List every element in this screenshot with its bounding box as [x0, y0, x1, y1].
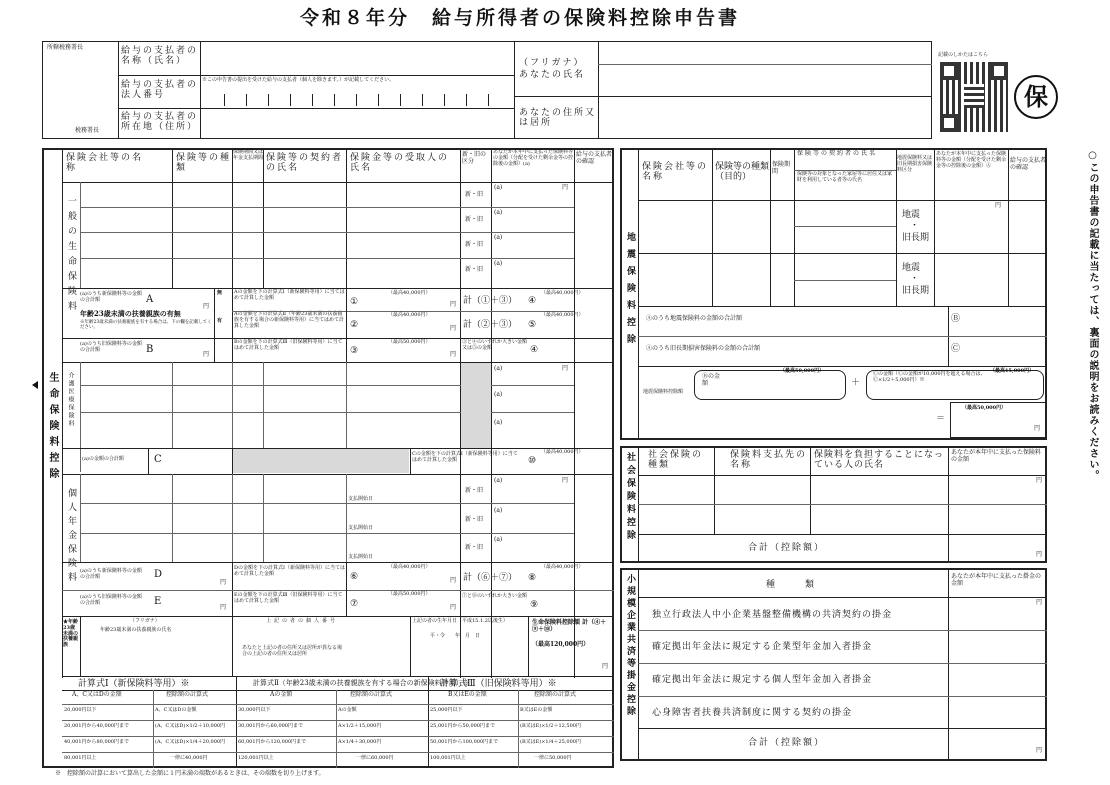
f1-r4-c1: 80,001円以上 [64, 755, 97, 761]
payer-address-field[interactable] [203, 112, 508, 136]
f2-r2-c2: A×1/2＋15,000円 [338, 723, 382, 729]
pick78-note: ⑦と⑧のいずれか大きい金額 [462, 593, 528, 599]
c7-yen: 円 [450, 604, 457, 611]
f2-col-1: Aの金額 [270, 691, 293, 698]
kojin-newold-2[interactable]: 新・旧 [465, 516, 484, 523]
qr-code-icon[interactable] [940, 62, 1008, 132]
page-title: 令和８年分 給与所得者の保険料控除申告書 [300, 7, 741, 29]
office-suffix: 税務署長 [75, 127, 100, 134]
c2: ② [350, 320, 359, 330]
kojin-label: 個人年金保険料 [66, 488, 76, 586]
f3-r3-c1: 50,001円から100,000円まで [430, 739, 499, 745]
A-label: (a)のうち新保険料等の金額の合計額 [80, 291, 142, 303]
kaigo-yen-1: 円 [562, 365, 569, 372]
office-label: 所轄税務署長 [47, 44, 84, 51]
c2-yen: 円 [450, 325, 457, 332]
seal-icon: 保 [1014, 75, 1058, 119]
f3-r2-c2: (B又はE)×1/2＋12,500円 [520, 723, 581, 729]
mu-label[interactable]: 無 [217, 290, 223, 296]
eq-b-max: （最高50,000円） [780, 368, 825, 374]
f2-r3-c1: 60,001円から120,000円まで [238, 739, 307, 745]
f2-col-2: 控除額の計算式 [350, 691, 393, 698]
calc1-note: Aの金額を下の計算式Ⅰ（新保険料等用）に当てはめて計算した金額 [234, 289, 345, 301]
yu-label[interactable]: 有 [217, 318, 223, 324]
eq-total-max: （最高50,000円） [962, 405, 1007, 411]
col-kind: 保険等の種類 [176, 153, 232, 174]
social-col-3: 保険料を負担することになっている人の氏名 [814, 450, 945, 471]
eq-type-1b: ・ [910, 221, 920, 231]
ippan-a-2: (a) [494, 209, 503, 216]
eq-deduct-label: 地震保険料控除額 [643, 389, 684, 395]
social-label: 社会保険料控除 [625, 452, 635, 543]
small-total: 合計（控除額） [748, 738, 826, 748]
c6-yen: 円 [450, 577, 457, 584]
c1: ① [350, 297, 359, 307]
eq-sumC: Ⓐのうち旧長期損害保険料の金額の合計額 [646, 345, 761, 352]
ippan-newold-3[interactable]: 新・旧 [465, 241, 484, 248]
your-address-label: あなたの住所又は居所 [519, 108, 597, 129]
c3-yen: 円 [450, 351, 457, 358]
col-amount: あなたが本年中に支払った保険料等の金額（分配を受けた剰余金等の控除後の金額）(a) [493, 149, 574, 167]
f1-col-2: 控除額の計算式 [166, 691, 209, 698]
A-mark: A [146, 294, 154, 305]
small-yen-1: 円 [1036, 599, 1043, 606]
dependent-head: ★年齢23歳未満の扶養親族 [63, 619, 79, 648]
your-name-label: あなたの氏名 [519, 70, 586, 80]
c2-max: （最高40,000円） [388, 312, 431, 318]
f1-r3-c1: 40,001円から80,000円まで [64, 739, 129, 745]
pay-start-2: 支払開始日 [348, 525, 374, 531]
payer-name-label: 給与の支払者の名称（氏名） [121, 46, 199, 67]
eq-type-2c[interactable]: 旧長期 [902, 286, 930, 296]
earthquake-label: 地震保険料控除 [625, 232, 635, 351]
eq-c-max: （最高15,000円） [990, 368, 1035, 374]
life-total-max: （最高120,000円） [532, 641, 590, 648]
eq-sumB: Ⓐのうち地震保険料の金額の合計額 [646, 315, 743, 322]
col-confirm: 給与の支払者の確認 [576, 151, 613, 165]
f3-col-1: B又はEの金額 [448, 691, 487, 698]
furigana-label: （フリガナ） [519, 58, 585, 68]
eq-col-contractor: 保険等の契約者の氏名 [797, 150, 878, 157]
social-col-4: あなたが本年中に支払った保険料の金額 [951, 449, 1042, 463]
payer-name-field[interactable] [203, 46, 508, 72]
col-newold: 新・旧の区分 [462, 151, 487, 165]
dep-era: 平・令 年 月 日 [430, 633, 481, 639]
pick-ha: ⑨ [530, 600, 539, 610]
col-period: 保険期間又は年金支払期間 [233, 149, 264, 161]
kaigo-a-2: (a) [494, 391, 503, 398]
E-yen: 円 [220, 604, 227, 611]
col-company: 保険会社等の名称 [66, 153, 144, 174]
kaigo-label: 介護医療保険料 [67, 372, 74, 428]
c4: ④ [528, 296, 537, 306]
D-label: (a)のうち新保険料等の金額の合計額 [80, 568, 142, 580]
life-total-yen: 円 [602, 663, 609, 670]
kojin-a-3: (a) [494, 536, 503, 543]
f3-col-2: 控除額の計算式 [534, 691, 577, 698]
small-total-yen: 円 [1036, 747, 1043, 754]
calcC-note: Cの金額を下の計算式Ⅰ（新保険料等用）に当てはめて計算した金額 [412, 451, 518, 463]
C-label: (a)の金額の合計額 [82, 456, 124, 462]
dependents-sub: ※年齢23歳未満の扶養親族を有する場合は、下の欄を記載してください。 [80, 320, 212, 331]
eq-plus: ＋ [851, 378, 861, 388]
social-yen-1: 円 [1036, 477, 1043, 484]
col-receiver: 保険金等の受取人の氏名 [350, 153, 450, 174]
f3-r3-c2: (B又はE)×1/4＋25,000円 [520, 739, 581, 745]
c6: ⑥ [350, 572, 359, 582]
eq-b-amt: Ⓑの金額 [702, 373, 721, 387]
small-col-amount: あなたが本年中に支払った掛金の金額 [951, 573, 1042, 587]
B-mark: B [146, 344, 154, 355]
calcE-note: Eの金額を下の計算式Ⅲ（旧保険料等用）に当てはめて計算した金額 [234, 592, 343, 604]
social-col-2: 保険料支払先の名称 [730, 450, 808, 471]
small-col-kind: 種類 [766, 580, 845, 590]
eq-eq: ＝ [936, 414, 946, 424]
small-row-4: 心身障害者扶養共済制度に関する契約の掛金 [652, 708, 853, 718]
ippan-newold-2[interactable]: 新・旧 [465, 216, 484, 223]
dependents-note: 年齢23歳未満の扶養親族の有無 [80, 309, 181, 318]
ippan-a-3: (a) [494, 234, 503, 241]
C-mark: C [154, 454, 162, 465]
payer-number-note: ※この申告書の提出を受けた給与の支払者（個人を除きます。）が記載してください。 [202, 77, 395, 83]
f1-title: 計算式Ⅰ（新保険料等用）※ [78, 679, 190, 689]
your-address-field[interactable] [602, 102, 927, 134]
D-mark: D [154, 569, 163, 580]
f2-r2-c1: 30,001円から60,000円まで [238, 723, 303, 729]
c4-max: （最高40,000円） [541, 290, 584, 296]
f2-r1-c2: Aの金額 [338, 707, 357, 713]
life-total: 生命保険料控除額 計（④＋⑨＋⑩） [532, 619, 607, 633]
pick-note: ③と④のいずれか大きい金額又は⑤の金額 [462, 339, 528, 351]
f3-r1-c1: 25,000円以下 [430, 707, 463, 713]
eq-col-kind: 保険等の種類（目的） [715, 162, 770, 183]
pay-start-1: 支払開始日 [348, 496, 374, 502]
sum67: 計（⑥＋⑦） [463, 573, 518, 583]
c5-max: （最高40,000円） [541, 312, 584, 318]
f2-r4-c1: 120,001円以上 [238, 755, 274, 761]
f1-r2-c1: 20,001円から40,000円まで [64, 723, 129, 729]
social-total-yen: 円 [1036, 551, 1043, 558]
f1-col-1: A、C又はDの金額 [72, 691, 122, 698]
eq-col-confirm: 給与の支払者の確認 [1010, 157, 1047, 171]
f3-r4-c2: 一律に50,000円 [534, 755, 572, 761]
small-row-2: 確定拠出年金法に規定する企業型年金加入者掛金 [652, 642, 873, 652]
eq-sumC-mark: Ⓒ [951, 344, 961, 354]
small-row-3: 確定拠出年金法に規定する個人型年金加入者掛金 [652, 675, 873, 685]
f2-title: 計算式Ⅱ（年齢23歳未満の扶養親族を有する場合の新保険料等用）※ [253, 679, 470, 687]
c1-yen: 円 [450, 301, 457, 308]
life-section-label: 生命保険料控除 [47, 372, 58, 484]
f2-r3-c2: A×1/4＋30,000円 [338, 739, 382, 745]
f3-r2-c1: 25,001円から50,000円まで [430, 723, 495, 729]
E-mark: E [154, 596, 162, 607]
footnote: ※ 控除額の計算において算出した金額に１円未満の端数があるときは、その端数を切り上げます。 [55, 770, 325, 777]
c5: ⑤ [528, 320, 537, 330]
calc3-note: Bの金額を下の計算式Ⅲ（旧保険料等用）に当てはめて計算した金額 [234, 339, 343, 351]
eq-col-amount: あなたが本年中に支払った保険料等の金額（分配を受けた剰余金等の控除後の金額）Ⓐ [936, 151, 1007, 169]
f1-r2-c2: (A、C又はD)×1/2＋10,000円 [155, 723, 226, 729]
E-label: (a)のうち旧保険料等の金額の合計額 [80, 594, 142, 606]
pickro-max: （最高40,000円） [541, 449, 584, 455]
kaigo-a-1: (a) [494, 365, 503, 372]
f3-r1-c2: B又はEの金額 [520, 707, 553, 713]
sum23: 計（②＋③） [463, 320, 518, 330]
f1-r3-c2: (A、C又はD)×1/4＋20,000円 [155, 739, 226, 745]
dep-addr: あなたと上記の者の住所又は居所が異なる場合の上記の者の住所又は居所 [242, 645, 343, 657]
f1-r1-c1: 20,000円以下 [64, 707, 97, 713]
c8-max: （最高40,000円） [541, 564, 584, 570]
ippan-yen-1: 円 [562, 184, 569, 191]
small-row-1: 独立行政法人中小企業基盤整備機構の共済契約の掛金 [652, 610, 893, 620]
dep-birth: 上記の者の生年月日（平成15.1.2以後生） [412, 618, 508, 624]
kaigo-a-3: (a) [494, 419, 503, 426]
c7-max: （最高50,000円） [388, 591, 431, 597]
eq-type-1a[interactable]: 地震 [902, 210, 921, 220]
pick-ro: ⑩ [528, 456, 537, 466]
col-contractor: 保険等の契約者の氏名 [266, 153, 344, 174]
eq-yen-1: 円 [995, 202, 1002, 209]
f1-r1-c2: A、C又はDの金額 [155, 707, 197, 713]
sum13: 計（①＋③） [463, 296, 518, 306]
kojin-newold-3[interactable]: 新・旧 [465, 544, 484, 551]
B-yen: 円 [203, 351, 210, 358]
dep-mynum: 上記の者の個人番号 [266, 618, 339, 624]
f1-r4-c2: 一律に40,000円 [170, 755, 208, 761]
pick-i: ④ [530, 345, 539, 355]
c8: ⑧ [528, 573, 537, 583]
eq-sumB-mark: Ⓑ [951, 314, 961, 324]
f2-r4-c2: 一律に60,000円 [356, 755, 394, 761]
c3: ③ [350, 346, 359, 356]
f2-r1-c1: 30,000円以下 [238, 707, 271, 713]
kojin-a-1: (a) [494, 477, 503, 484]
payer-number-label: 給与の支払者の法人番号 [121, 80, 199, 101]
D-yen: 円 [220, 579, 227, 586]
kojin-yen-1: 円 [562, 477, 569, 484]
dep-furigana: （フリガナ） [130, 618, 160, 624]
eq-total-yen: 円 [1034, 425, 1041, 432]
eq-col-residence: 保険等の対象となった家屋等に居住又は家財を利用している者等の氏名 [797, 171, 893, 183]
eq-total-box[interactable] [950, 402, 1046, 438]
ippan-newold-4[interactable]: 新・旧 [465, 266, 484, 273]
eq-col-type: 地震保険料又は旧長期損害保険料区分 [897, 155, 933, 173]
A-yen: 円 [203, 303, 210, 310]
f3-r4-c1: 100,001円以上 [430, 755, 466, 761]
eq-c-formula: Ⓒの金額（Ⓒの金額が10,000円を超える場合は、Ⓒ×1/2＋5,000円）※ [873, 371, 986, 383]
c6-max: （最高40,000円） [388, 564, 431, 570]
arrow-left-icon [32, 381, 38, 389]
kojin-newold-1[interactable]: 新・旧 [465, 487, 484, 494]
eq-type-2b: ・ [910, 274, 920, 284]
eq-type-1c[interactable]: 旧長期 [902, 233, 930, 243]
ippan-newold-1[interactable]: 新・旧 [465, 191, 484, 198]
ippan-label: 一般の生命保険料 [66, 196, 76, 316]
social-col-1: 社会保険の種類 [648, 450, 704, 471]
ippan-a-4: (a) [494, 260, 503, 267]
eq-col-company: 保険会社等の名称 [642, 162, 709, 183]
qr-label: 記載のしかたはこちら [938, 52, 989, 58]
calcD1-note: Dの金額を下の計算式Ⅰ（新保険料等用）に当てはめて計算した金額 [234, 565, 345, 577]
small-label: 小規模企業共済等掛金控除 [625, 574, 635, 718]
payer-number-boxes[interactable] [202, 88, 512, 106]
dep-name: 年齢23歳未満の扶養親族の氏名 [100, 627, 172, 633]
c3-max: （最高50,000円） [388, 339, 431, 345]
c1-max: （最高40,000円） [388, 290, 431, 296]
B-label: (a)のうち旧保険料等の金額の合計額 [80, 341, 142, 353]
payer-address-label: 給与の支払者の所在地（住所） [121, 112, 199, 133]
c7: ⑦ [350, 599, 359, 609]
calc2-note: Aの金額を下の計算式Ⅱ（年齢23歳未満の扶養親族を有する場合の新保険料等用）に当てはめて計算した金額 [234, 311, 345, 329]
f3-title: 計算式Ⅲ（旧保険料等用）※ [440, 679, 557, 689]
social-total: 合計（控除額） [748, 543, 826, 553]
eq-col-period: 保険期間 [772, 161, 791, 175]
side-note: ○この申告書の記載に当たっては、裏面の説明をお読みください。 [1087, 150, 1098, 481]
ippan-a-1: (a) [494, 184, 503, 191]
eq-type-2a[interactable]: 地震 [902, 263, 921, 273]
kojin-a-2: (a) [494, 507, 503, 514]
pay-start-3: 支払開始日 [348, 554, 374, 560]
